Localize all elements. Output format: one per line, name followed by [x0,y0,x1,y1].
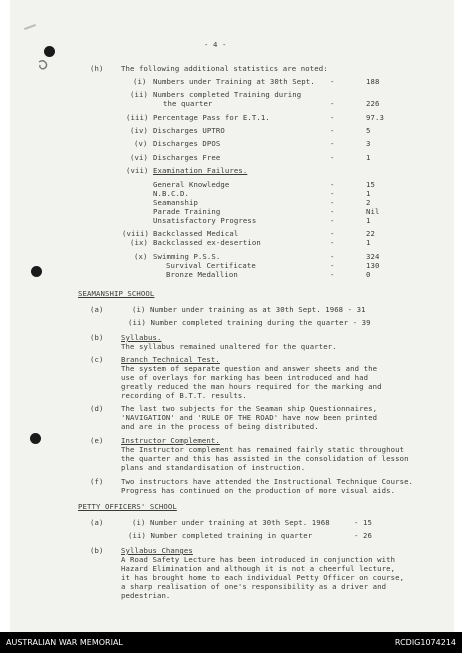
item-marker: (b) [90,333,104,342]
failure-label: Seamanship [153,198,198,207]
stat-dash: - [330,77,335,86]
stat-value: 5 [366,126,371,135]
section-h-intro: The following additional statistics are noted: [121,64,328,73]
item-marker: (d) [90,404,104,413]
seamanship-e-line: The Instructor complement has remained fairly static throughout [121,445,405,454]
stat-label: Backclassed Medical [153,229,239,238]
paper-clip-mark [36,58,50,72]
stat-num: (i) [133,77,147,86]
seamanship-b-title: Syllabus. [121,333,162,342]
failure-dash: - [330,198,335,207]
stat-label: Backclassed ex-desertion [153,238,261,247]
stat-num: (iv) [130,126,148,135]
petty-b-title: Syllabus Changes [121,546,193,555]
failure-dash: - [330,207,335,216]
stat-dash: - [330,238,335,247]
seamanship-e-line: the quarter and this has assisted in the consolidation of lesson [121,454,409,463]
stat-num: (ii) [130,90,148,99]
stat-label: Discharges UPTRO [153,126,225,135]
stat-label: Examination Failures. [153,166,248,175]
seamanship-b-line: The syllabus remained unaltered for the quarter. [121,342,337,351]
swim-sub-value: 130 [366,261,380,270]
seamanship-f-line: Progress has continued on the production of more visual aids. [121,486,396,495]
stat-dash: - [330,229,335,238]
item-marker: (b) [90,546,104,555]
stat-num: (x) [134,252,148,261]
seamanship-c-line: use of overlays for marking has been introduced and had [121,373,369,382]
footer-institution: AUSTRALIAN WAR MEMORIAL [6,638,123,647]
stat-value: 3 [366,139,371,148]
petty-heading: PETTY OFFICERS' SCHOOL [78,502,177,511]
failure-value: 1 [366,216,371,225]
failure-value: 15 [366,180,375,189]
stat-num: (v) [134,139,148,148]
stat-value: 97.3 [366,113,384,122]
seamanship-c-title: Branch Technical Test. [121,355,220,364]
stat-num: (iii) [126,113,149,122]
stat-label: Discharges DPOS [153,139,221,148]
failure-label: Unsatisfactory Progress [153,216,257,225]
punch-hole-middle [31,266,42,277]
stat-num: (vi) [130,153,148,162]
stat-label: Numbers under Training at 30th Sept. [153,77,315,86]
swim-sub-label: Survival Certificate [166,261,256,270]
failure-dash: - [330,216,335,225]
stat-dash: - [330,139,335,148]
stat-label-cont: the quarter [163,99,213,108]
stat-value: 226 [366,99,380,108]
failure-label: General Knowledge [153,180,230,189]
stat-dash: - [330,153,335,162]
stat-label: Numbers completed Training during [153,90,302,99]
petty-b-line: it has brought home to each individual Petty Officer on course, [121,573,405,582]
petty-b-line: A Road Safety Lecture has been introduced in conjunction with [121,555,396,564]
seamanship-heading: SEAMANSHIP SCHOOL [78,289,155,298]
seamanship-d-line: The last two subjects for the Seaman ship Questionnaires, [121,404,378,413]
stat-value: 1 [366,153,371,162]
petty-a-ii-value: - 26 [354,531,372,540]
seamanship-e-title: Instructor Complement. [121,436,220,445]
failure-dash: - [330,180,335,189]
stat-value: 188 [366,77,380,86]
petty-a-ii: (ii) Number completed training in quarter [128,531,313,540]
seamanship-c-line: recording of B.T.T. results. [121,391,247,400]
swim-sub-dash: - [330,261,335,270]
stat-value: 1 [366,238,371,247]
seamanship-c-line: The system of separate question and answer sheets and the [121,364,378,373]
stat-dash: - [330,113,335,122]
failure-value: 1 [366,189,371,198]
punch-hole-top [44,46,55,57]
section-h-marker: (h) [90,64,104,73]
stat-label: Discharges Free [153,153,221,162]
punch-hole-lower [30,433,41,444]
item-marker: (f) [90,477,104,486]
seamanship-d-line: and are in the process of being distributed. [121,422,319,431]
stat-value: 22 [366,229,375,238]
page-number: - 4 - [204,40,227,49]
item-marker: (e) [90,436,104,445]
stat-num: (viii) [122,229,149,238]
petty-a-i: (i) Number under training at 30th Sept. 1968 [132,518,330,527]
stat-num: (vii) [126,166,149,175]
petty-b-line: Hazard Elimination and although it is not a cheerful lecture, [121,564,396,573]
item-marker: (c) [90,355,104,364]
petty-b-line: a sharp realisation of one's responsibility as a driver and [121,582,387,591]
failure-label: N.B.C.D. [153,189,189,198]
item-marker: (a) [90,518,104,527]
stat-label: Percentage Pass for E.T.1. [153,113,270,122]
failure-value: 2 [366,198,371,207]
swim-sub-dash: - [330,270,335,279]
swim-sub-label: Bronze Medallion [166,270,238,279]
failure-dash: - [330,189,335,198]
footer-record-id: RCDIG1074214 [394,638,456,647]
stat-dash: - [330,252,335,261]
item-marker: (a) [90,305,104,314]
stat-label: Swimming P.S.S. [153,252,221,261]
stat-value: 324 [366,252,380,261]
archive-footer [0,632,462,653]
stat-num: (ix) [130,238,148,247]
failure-label: Parade Training [153,207,221,216]
seamanship-f-line: Two instructors have attended the Instructional Technique Course. [121,477,414,486]
swim-sub-value: 0 [366,270,371,279]
seamanship-a-i: (i) Number under training as at 30th Sept. 1968 - 31 [132,305,366,314]
stat-dash: - [330,126,335,135]
seamanship-a-ii: (ii) Number completed training during the quarter - 39 [128,318,371,327]
petty-b-line: pedestrian. [121,591,171,600]
seamanship-d-line: 'NAVIGATION' and 'RULE OF THE ROAD' have now been printed [121,413,378,422]
stat-dash: - [330,99,335,108]
seamanship-e-line: plans and standardisation of instruction. [121,463,306,472]
failure-value: Nil [366,207,380,216]
seamanship-c-line: greatly reduced the man hours required for the marking and [121,382,382,391]
petty-a-i-value: - 15 [354,518,372,527]
